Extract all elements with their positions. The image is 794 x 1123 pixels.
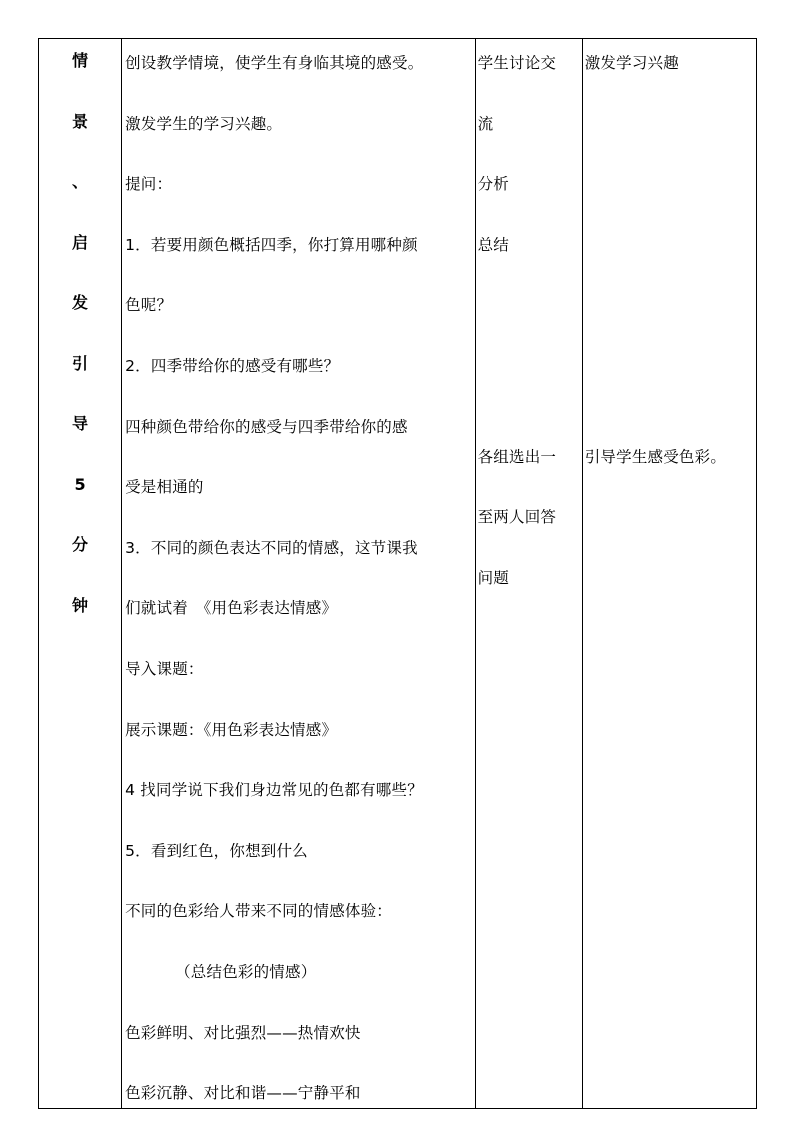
blank-line (125, 321, 474, 351)
teacher-line: 四种颜色带给你的感受与四季带给你的感 (125, 417, 408, 436)
blank-line (125, 805, 474, 835)
blank-line (585, 169, 756, 199)
blank-line (125, 745, 474, 775)
blank-line (125, 866, 474, 896)
blank-line (125, 381, 474, 411)
blank-line (125, 502, 474, 532)
design-intent-cell (582, 39, 756, 1109)
stage-char: 5 (74, 474, 86, 494)
blank-line (585, 199, 756, 229)
teacher-line: 2．四季带给你的感受有哪些？ (125, 356, 340, 375)
blank-line (585, 290, 756, 320)
student-activity-cell (475, 39, 582, 1109)
teacher-line: 们就试着 《用色彩表达情感》 (125, 599, 338, 618)
stage-char: 、 (72, 172, 89, 191)
blank-line (478, 78, 582, 108)
intent-line: 引导学生感受色彩。 (584, 447, 727, 466)
blank-line (585, 109, 756, 139)
blank-line (585, 321, 756, 351)
blank-line (585, 260, 756, 290)
blank-line (478, 412, 582, 442)
teacher-line: 导入课题： (125, 659, 204, 678)
teacher-line: 1．若要用颜色概括四季，你打算用哪种颜 (125, 235, 418, 254)
blank-line (125, 199, 474, 229)
blank-line (585, 230, 756, 260)
blank-line (478, 199, 582, 229)
blank-line (125, 987, 474, 1017)
stage-char: 钟 (72, 595, 89, 615)
teacher-line: 激发学生的学习兴趣。 (125, 114, 283, 133)
blank-line (585, 139, 756, 169)
blank-line (125, 260, 474, 290)
blank-line (478, 139, 582, 169)
teacher-line: 提问： (125, 175, 173, 194)
teacher-activity-text (122, 39, 474, 1108)
teacher-line: 受是相通的 (125, 478, 204, 497)
blank-line (125, 1048, 474, 1078)
stage-char: 景 (72, 111, 89, 131)
stage-char: 启 (72, 232, 89, 252)
blank-line (585, 412, 756, 442)
blank-line (478, 472, 582, 502)
student-line: 问题 (477, 569, 509, 588)
blank-line (125, 684, 474, 714)
lesson-plan-table (38, 38, 757, 1109)
design-intent-text (583, 39, 756, 472)
stage-char: 引 (72, 353, 89, 373)
student-line: 流 (477, 114, 494, 133)
teacher-line: 展示课题：《用色彩表达情感》 (125, 720, 338, 739)
intent-line: 激发学习兴趣 (584, 54, 679, 72)
blank-line (478, 533, 582, 563)
student-line: 各组选出一 (477, 447, 557, 466)
teacher-line: 色彩沉静、对比和谐——宁静平和 (125, 1084, 361, 1103)
teacher-line: 色彩鲜明、对比强烈——热情欢快 (125, 1023, 361, 1042)
teacher-line: 创设教学情境，使学生有身临其境的感受。 (125, 54, 424, 72)
student-activity-text (476, 39, 582, 593)
teacher-line: 4 找同学说下我们身边常见的色都有哪些？ (125, 781, 423, 800)
student-line: 总结 (477, 235, 509, 254)
blank-line (125, 442, 474, 472)
teacher-line: 3．不同的颜色表达不同的情感，这节课我 (125, 538, 418, 557)
blank-line (478, 351, 582, 381)
stage-label (39, 39, 121, 654)
blank-line (478, 290, 582, 320)
blank-line (125, 563, 474, 593)
blank-line (585, 351, 756, 381)
teacher-line: （总结色彩的情感） (175, 962, 317, 981)
blank-line (125, 139, 474, 169)
teacher-activity-cell (122, 39, 475, 1109)
blank-line (125, 927, 474, 957)
stage-char: 情 (72, 51, 89, 70)
student-line: 分析 (477, 175, 509, 194)
teacher-line: 不同的色彩给人带来不同的情感体验： (125, 902, 393, 921)
student-line: 学生讨论交 (477, 54, 557, 72)
table-row (39, 39, 757, 1109)
blank-line (585, 381, 756, 411)
student-line: 至两人回答 (477, 508, 557, 527)
stage-cell (39, 39, 122, 1109)
teacher-line: 5．看到红色，你想到什么 (125, 841, 308, 860)
blank-line (125, 624, 474, 654)
teacher-line: 色呢？ (125, 296, 173, 315)
stage-char: 导 (72, 414, 89, 433)
blank-line (125, 78, 474, 108)
blank-line (585, 78, 756, 108)
stage-char: 分 (72, 535, 89, 554)
blank-line (478, 260, 582, 290)
stage-char: 发 (72, 293, 89, 312)
blank-line (478, 321, 582, 351)
blank-line (478, 381, 582, 411)
